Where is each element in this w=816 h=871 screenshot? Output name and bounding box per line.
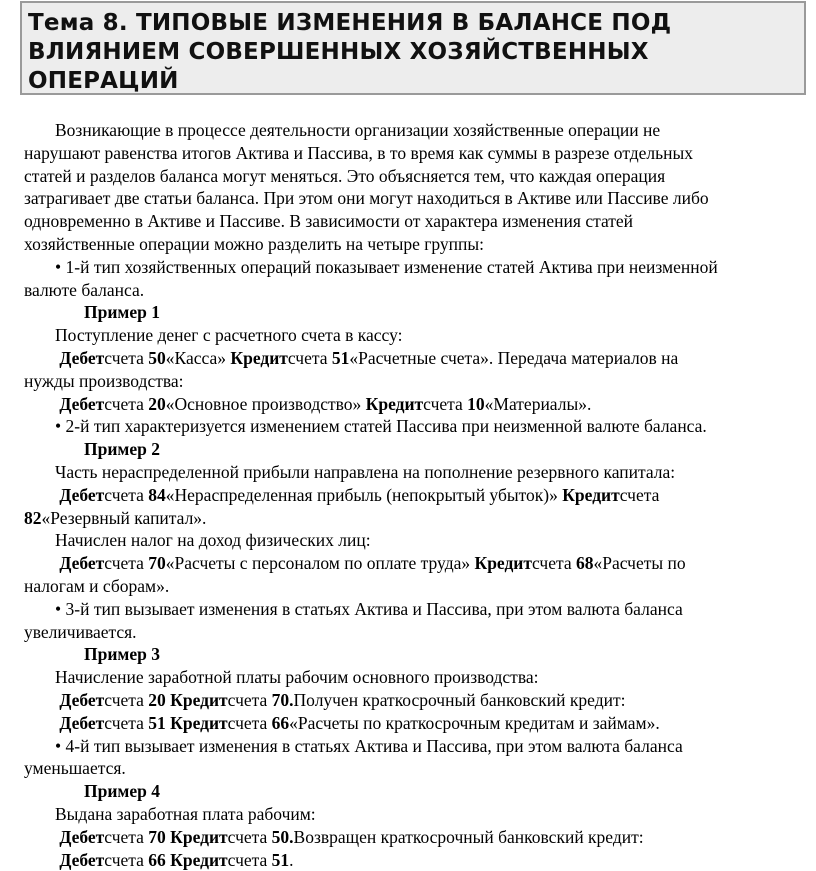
- debit-word: Дебет: [59, 553, 104, 573]
- account-number: 82: [24, 508, 42, 528]
- account-word: счета: [228, 713, 268, 733]
- intro-line: статей и разделов баланса могут меняться. Это объясняется тем, что каждая операция: [24, 165, 810, 188]
- intro-line: хозяйственные операции можно разделить на четыре группы:: [24, 233, 810, 256]
- account-word: счета: [104, 348, 144, 368]
- document-body: [24, 119, 810, 871]
- example2-entry1-cont: [24, 507, 810, 530]
- entry-tail: Возвращен краткосрочный банковский кредит:: [294, 827, 644, 847]
- account-word: счета: [532, 553, 572, 573]
- type4-bullet-cont: уменьшается.: [24, 757, 810, 780]
- account-number: 50: [148, 348, 166, 368]
- account-name: «Расчеты с персоналом по оплате труда»: [166, 553, 475, 573]
- entry-tail: «Материалы».: [485, 394, 592, 414]
- example3-entry2: [24, 712, 810, 735]
- intro-line: нарушают равенства итогов Актива и Пассива, в то время как суммы в разрезе отдельных: [24, 142, 810, 165]
- topic-title-box: [20, 1, 806, 95]
- entry-tail: Получен краткосрочный банковский кредит:: [294, 690, 626, 710]
- type1-bullet: • 1-й тип хозяйственных операций показывает изменение статей Актива при неизменной: [24, 256, 810, 279]
- debit-word: Дебет: [59, 827, 104, 847]
- debit-word: Дебет: [59, 485, 104, 505]
- type4-bullet: • 4-й тип вызывает изменения в статьях Актива и Пассива, при этом валюта баланса: [24, 735, 810, 758]
- account-number: 50.: [272, 827, 294, 847]
- account-number: 70: [148, 827, 170, 847]
- credit-word: Кредит: [230, 348, 288, 368]
- example1-entry1: [24, 347, 810, 370]
- example4-entry1: [24, 826, 810, 849]
- account-number: 51: [148, 713, 170, 733]
- account-number: 51: [272, 850, 290, 870]
- example3-heading: [24, 643, 810, 666]
- credit-word: Кредит: [366, 394, 424, 414]
- account-word: счета: [104, 485, 144, 505]
- topic-title-line: Тема 8. ТИПОВЫЕ ИЗМЕНЕНИЯ В БАЛАНСЕ ПОД: [28, 9, 804, 38]
- account-number: 70: [148, 553, 166, 573]
- debit-word: Дебет: [59, 690, 104, 710]
- account-word: счета: [104, 850, 144, 870]
- account-number: 10: [467, 394, 485, 414]
- account-name: «Основное производство»: [166, 394, 366, 414]
- example1-entry2: [24, 393, 810, 416]
- account-word: счета: [104, 827, 144, 847]
- debit-word: Дебет: [59, 713, 104, 733]
- topic-title-line: ВЛИЯНИЕМ СОВЕРШЕННЫХ ХОЗЯЙСТВЕННЫХ: [28, 38, 804, 67]
- example1-entry1-cont: нужды производства:: [24, 370, 810, 393]
- type2-bullet: • 2-й тип характеризуется изменением статей Пассива при неизменной валюте баланса.: [24, 415, 810, 438]
- example2-description: Начислен налог на доход физических лиц:: [24, 529, 810, 552]
- credit-word: Кредит: [170, 713, 228, 733]
- type1-bullet-cont: валюте баланса.: [24, 279, 810, 302]
- intro-line: одновременно в Активе и Пассиве. В зависимости от характера изменения статей: [24, 210, 810, 233]
- account-word: счета: [620, 485, 660, 505]
- entry-tail: «Резервный капитал».: [42, 508, 207, 528]
- example4-entry2: [24, 849, 810, 871]
- account-word: счета: [104, 553, 144, 573]
- intro-line: затрагивает две статьи баланса. При этом они могут находиться в Активе или Пассиве либо: [24, 187, 810, 210]
- example2-entry1: [24, 484, 810, 507]
- example3-description: Начисление заработной платы рабочим основного производства:: [24, 666, 810, 689]
- example-title: Пример 2: [84, 439, 160, 459]
- credit-word: Кредит: [562, 485, 620, 505]
- example-title: Пример 1: [84, 302, 160, 322]
- type3-bullet: • 3-й тип вызывает изменения в статьях Актива и Пассива, при этом валюта баланса: [24, 598, 810, 621]
- account-name: «Касса»: [166, 348, 231, 368]
- account-name: «Нераспределенная прибыль (непокрытый убыток)»: [166, 485, 562, 505]
- account-word: счета: [228, 827, 268, 847]
- entry-tail: .: [289, 850, 293, 870]
- account-word: счета: [104, 690, 144, 710]
- account-number: 20: [148, 690, 170, 710]
- type3-bullet-cont: увеличивается.: [24, 621, 810, 644]
- debit-word: Дебет: [59, 348, 104, 368]
- account-word: счета: [104, 713, 144, 733]
- credit-word: Кредит: [170, 850, 228, 870]
- example2-entry2: [24, 552, 810, 575]
- account-number: 70.: [272, 690, 294, 710]
- account-number: 51: [332, 348, 350, 368]
- credit-word: Кредит: [170, 827, 228, 847]
- example1-heading: [24, 301, 810, 324]
- account-word: счета: [104, 394, 144, 414]
- debit-word: Дебет: [59, 394, 104, 414]
- entry-tail: «Расчеты по: [594, 553, 686, 573]
- example-title: Пример 3: [84, 644, 160, 664]
- example3-entry1: [24, 689, 810, 712]
- account-number: 84: [148, 485, 166, 505]
- intro-line: Возникающие в процессе деятельности организации хозяйственные операции не: [24, 119, 810, 142]
- example4-description: Выдана заработная плата рабочим:: [24, 803, 810, 826]
- example4-heading: [24, 780, 810, 803]
- account-word: счета: [228, 850, 268, 870]
- example1-description: Поступление денег с расчетного счета в кассу:: [24, 324, 810, 347]
- example-title: Пример 4: [84, 781, 160, 801]
- example2-heading: [24, 438, 810, 461]
- topic-title-line: ОПЕРАЦИЙ: [28, 67, 804, 96]
- entry-tail: «Расчеты по краткосрочным кредитам и займам».: [289, 713, 660, 733]
- example2-entry2-cont: налогам и сборам».: [24, 575, 810, 598]
- account-word: счета: [288, 348, 328, 368]
- credit-word: Кредит: [475, 553, 533, 573]
- account-number: 66: [272, 713, 290, 733]
- account-word: счета: [228, 690, 268, 710]
- account-word: счета: [423, 394, 463, 414]
- account-number: 20: [148, 394, 166, 414]
- example2-description: Часть нераспределенной прибыли направлена на пополнение резервного капитала:: [24, 461, 810, 484]
- credit-word: Кредит: [170, 690, 228, 710]
- debit-word: Дебет: [59, 850, 104, 870]
- entry-tail: «Расчетные счета». Передача материалов на: [349, 348, 678, 368]
- account-number: 66: [148, 850, 170, 870]
- account-number: 68: [576, 553, 594, 573]
